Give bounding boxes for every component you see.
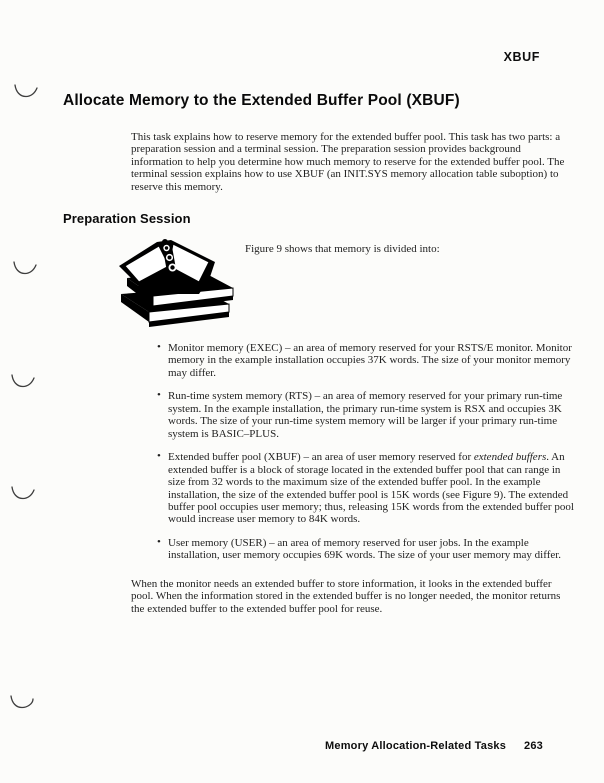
bullet-icon: • xyxy=(157,389,161,402)
list-item-emphasis: extended buffers xyxy=(473,451,547,464)
footer-section-title: Memory Allocation-Related Tasks xyxy=(325,740,507,752)
section-heading: Preparation Session xyxy=(63,211,191,226)
bullet-icon: • xyxy=(157,341,161,353)
page-footer xyxy=(325,740,543,752)
scan-artifact-mark xyxy=(10,485,36,501)
running-head: XBUF xyxy=(503,50,540,64)
list-item-text: User memory (USER) – an area of memory reserved for user jobs. In the example installation, user memory occupies 69K words. The size of your user memory may differ. xyxy=(168,536,562,562)
list-item-monitor-memory xyxy=(131,342,575,379)
list-item-text: Monitor memory (EXEC) – an area of memory reserved for your RSTS/E monitor. Monitor memory in the example installation occupies 37K words. The size of your monitor memory may differ. xyxy=(168,342,572,379)
page-title: Allocate Memory to the Extended Buffer Pool (XBUF) xyxy=(63,92,460,109)
list-item-text: Extended buffer pool (XBUF) – an area of user memory reserved for xyxy=(168,451,474,464)
list-item-extended-buffer-pool xyxy=(131,451,575,526)
list-item-text: . An extended buffer is a block of storage located in the extended buffer pool that can range in size from 32 words to the maximum size of the extended buffer pool. In the example installation, the size of the extended buffer pool is 15K words (see Figure 9). The extended buffer pool occupies user memory; thus, releasing 15K words from the extended buffer pool would increase user memory to 84K words. xyxy=(168,451,574,526)
list-item-text: Run-time system memory (RTS) – an area of memory reserved for your primary run-time system. In the example installation, the primary run-time system is RSX and occupies 3K words. The size of your run-time system memory will be larger if your primary run-time system is BASIC–PLUS. xyxy=(168,390,563,440)
list-item-user-memory xyxy=(131,537,575,562)
scan-artifact-mark xyxy=(13,83,39,99)
open-binder-on-books-illustration xyxy=(111,236,239,336)
intro-paragraph: This task explains how to reserve memory for the extended buffer pool. This task has two parts: a preparation session and a terminal session. The preparation session provides background information to help you determine how much memory to reserve for the extended buffer pool. The terminal session explains how to use XBUF (an INIT.SYS memory allocation table suboption) to reserve this memory. xyxy=(131,131,565,193)
scan-artifact-mark xyxy=(12,260,38,276)
bullet-icon: • xyxy=(157,535,161,548)
list-item-runtime-memory xyxy=(131,390,575,440)
scan-artifact-mark xyxy=(10,373,36,389)
bullet-icon: • xyxy=(157,450,161,463)
page-number: 263 xyxy=(524,740,543,752)
scan-artifact-mark xyxy=(9,694,35,710)
figure-caption: Figure 9 shows that memory is divided into: xyxy=(245,243,440,255)
body-content xyxy=(131,342,575,615)
memory-types-list xyxy=(131,342,575,562)
closing-paragraph: When the monitor needs an extended buffer to store information, it looks in the extended buffer pool. When the information stored in the extended buffer is no longer needed, the monitor returns the extended buffer to the extended buffer pool for reuse. xyxy=(131,577,561,615)
